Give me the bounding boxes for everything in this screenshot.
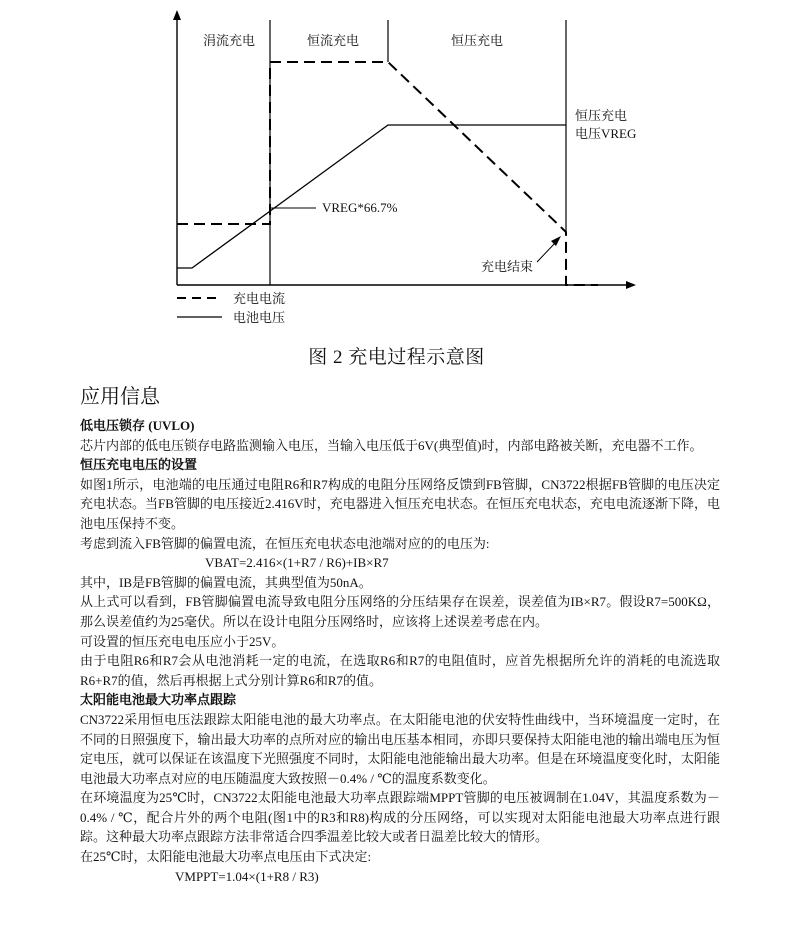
charge-end-arrow-line xyxy=(537,242,556,262)
charge-process-diagram xyxy=(0,0,793,340)
y-axis-arrow xyxy=(173,10,181,20)
paragraph-cv-setting: 如图1所示，电池端的电压通过电阻R6和R7构成的电阻分压网络反馈到FB管脚，CN3722根据FB管脚的电压决定充电状态。当FB管脚的电压接近2.416V时，充电器进入恒压充电状态。在恒压充电状态，充电电流逐渐下降，电池电压保持不变。 xyxy=(80,476,720,531)
paragraph-error: 从上式可以看到，FB管脚偏置电流导致电阻分压网络的分压结果存在误差，误差值为IB×R7。假设R7=500KΩ，那么误差值约为25毫伏。所以在设计电阻分压网络时，应该将上述误差考虑在内。 xyxy=(80,594,720,629)
charge-end-label: 充电结束 xyxy=(481,259,534,274)
paragraph-uvlo: 芯片内部的低电压锁存电路监测输入电压，当输入电压低于6V(典型值)时，内部电路被关断，充电器不工作。 xyxy=(80,437,703,453)
paragraph-mppt-method: CN3722采用恒电压法跟踪太阳能电池的最大功率点。在太阳能电池的伏安特性曲线中，当环境温度一定时，在不同的日照强度下，输出最大功率的点所对应的输出电压基本相同，亦即只要保持太阳能电池的输出端电压为恒定电压，就可以保证在该温度下光照强度不同时，太阳能电池能输出最大功率。但是在环境温度变化时，太阳能电池最大功率点对应的电压随温度大致按照－0.4% / ℃的温度系数变化。 xyxy=(80,711,720,786)
charge-end-arrow-head xyxy=(551,236,561,246)
section-title: 应用信息 xyxy=(80,386,160,408)
paragraph-mppt-formula-intro: 在25℃时，太阳能电池最大功率点电压由下式决定: xyxy=(80,849,372,865)
formula-vmppt: VMPPT=1.04×(1+R8 / R3) xyxy=(175,868,319,884)
paragraph-ib-definition: 其中，IB是FB管脚的偏置电流，其典型值为50nA。 xyxy=(80,574,372,590)
heading-mppt: 太阳能电池最大功率点跟踪 xyxy=(80,692,237,708)
paragraph-max-voltage: 可设置的恒压充电电压应小于25V。 xyxy=(80,633,285,649)
paragraph-bias-current: 考虑到流入FB管脚的偏置电流，在恒压充电状态电池端对应的的电压为: xyxy=(80,535,490,551)
heading-uvlo: 低电压锁存 (UVLO) xyxy=(80,418,195,433)
vreg-fraction-label: VREG*66.7% xyxy=(322,200,398,215)
heading-cv-setting: 恒压充电电压的设置 xyxy=(80,457,198,473)
vreg-label-line2: 电压VREG xyxy=(575,126,637,141)
charge-process-figure xyxy=(0,0,793,340)
region-label-trickle: 涓流充电 xyxy=(202,33,256,48)
paragraph-mppt-pin: 在环境温度为25℃时，CN3722太阳能电池最大功率点跟踪端MPPT管脚的电压被调制在1.04V，其温度系数为－0.4% / ℃，配合片外的两个电阻(图1中的R3和R8)构成的分压网络，可以实现对太阳能电池最大功率点进行跟踪。这种最大功率点跟踪方法非常适合四季温差比较大或者日温差比较大的情形。 xyxy=(80,790,720,845)
region-label-constant-voltage: 恒压充电 xyxy=(450,33,504,48)
document-body xyxy=(80,416,720,886)
charge-current-curve xyxy=(177,62,598,285)
legend-charge-current: 充电电流 xyxy=(233,291,286,306)
paragraph-resistor-choice: 由于电阻R6和R7会从电池消耗一定的电流，在选取R6和R7的电阻值时，应首先根据所允许的消耗的电流选取R6+R7的值，然后再根据上式分别计算R6和R7的值。 xyxy=(80,653,720,688)
x-axis-arrow xyxy=(626,281,636,289)
legend-battery-voltage: 电池电压 xyxy=(233,310,286,325)
battery-voltage-curve xyxy=(177,125,566,268)
vreg-label-line1: 恒压充电 xyxy=(575,108,628,123)
formula-vbat: VBAT=2.416×(1+R7 / R6)+IB×R7 xyxy=(205,555,389,571)
region-label-constant-current: 恒流充电 xyxy=(306,33,360,48)
figure-caption: 图 2 充电过程示意图 xyxy=(308,347,485,368)
